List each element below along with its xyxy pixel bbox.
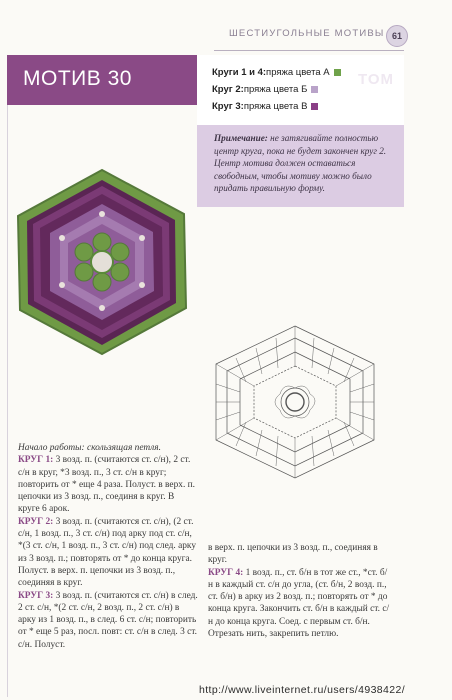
- round-text: в верх. п. цепочки из 3 возд. п., соединяя в круг.: [208, 543, 378, 566]
- note-paragraph: [214, 132, 394, 195]
- yarn-line-b: [212, 84, 318, 95]
- header-rule: [214, 50, 404, 51]
- yarn-text: пряжа цвета А: [266, 67, 330, 78]
- color-swatch-a: [334, 69, 341, 76]
- note-label: Примечание:: [214, 133, 268, 143]
- crochet-motif-photo: [8, 162, 196, 360]
- yarn-line-a: [212, 67, 341, 78]
- round-label: КРУГ 4:: [208, 567, 244, 578]
- yarn-line-c: [212, 101, 318, 112]
- yarn-label: Круг 2:: [212, 84, 244, 95]
- round-text: 1 возд. п., ст. б/н в тот же ст., *ст. б/н в каждый ст. с/н до угла, (ст. б/н, 2 возд. п., ст. б/н) в арку из 2 возд. п.; повторять от * до конца круга. Закончить ст. б/н в каждый ст. с/н до конца круга. Соед. с первым ст. б/н. Отрезать нить, закрепить петлю.: [208, 567, 390, 640]
- crochet-chart-diagram: [206, 322, 384, 482]
- yarn-legend: [197, 55, 404, 125]
- round-text: 3 возд. п. (считаются ст. с/н), 2 ст. с/н в круг, *3 возд. п., 3 ст. с/н в круг; повторить от * еще 4 раза. Полуст. в верх. п. цепочки из 3 возд. п., соединя в круг. В круге 6 арок.: [18, 455, 195, 515]
- yarn-text: пряжа цвета В: [243, 101, 308, 112]
- yarn-text: пряжа цвета Б: [243, 84, 308, 95]
- motif-title: МОТИВ 30: [23, 67, 132, 90]
- round-label: КРУГ 1:: [18, 455, 54, 466]
- yarn-label: Круг 3:: [212, 101, 244, 112]
- round-1-paragraph: [18, 454, 198, 515]
- round-3-paragraph: [18, 590, 198, 651]
- page-number-badge: [386, 25, 408, 47]
- round-text: 3 возд. п. (считаются ст. с/н) в след. 2 ст. с/н, *(2 ст. с/н, 2 возд. п., 2 ст. с/н) в арку из 1 возд. п., в след. 6 ст. с/н; повторить от * еще 5 раз, посл. повт: ст. с/н в след. 3 ст. с/н. Полуст.: [18, 590, 198, 650]
- round-4-paragraph: [208, 567, 390, 641]
- color-swatch-c: [311, 103, 318, 110]
- start-instruction: Начало работы: скользящая петля.: [18, 443, 161, 453]
- note-box: [197, 125, 404, 207]
- round-label: КРУГ 2:: [18, 516, 54, 527]
- round-text: 3 возд. п. (считаются ст. с/н), (2 ст. с/н, 1 возд. п., 3 ст. с/н) под арку под ст. с/н, *(3 ст. с/н, 1 возд. п., 3 ст. с/н) под след. арку из 3 возд. п.; повторять от * до конца круга. Полуст. в верх. п. цепочки из 3 возд. п., соединяя в круг.: [18, 516, 197, 589]
- running-header-title: ШЕСТИУГОЛЬНЫЕ МОТИВЫ: [229, 28, 385, 39]
- instructions-column-1: [18, 442, 198, 651]
- motif-title-banner: [7, 55, 197, 105]
- round-label: КРУГ 3:: [18, 590, 54, 601]
- note-text: не затягивайте полностью центр круга, пока не будет закончен круг 2. Центр мотива должен оставаться свободным, чтобы мотиву можно было придать правильную форму.: [214, 133, 387, 194]
- round-3-continuation: [208, 542, 390, 567]
- round-2-paragraph: [18, 516, 198, 590]
- instructions-column-2: [208, 542, 390, 640]
- yarn-ghost-text: ТОМ: [358, 71, 394, 88]
- source-url: http://www.liveinternet.ru/users/4938422/: [199, 684, 406, 696]
- page-number: 61: [391, 31, 402, 41]
- color-swatch-b: [311, 86, 318, 93]
- yarn-label: Круги 1 и 4:: [212, 67, 267, 78]
